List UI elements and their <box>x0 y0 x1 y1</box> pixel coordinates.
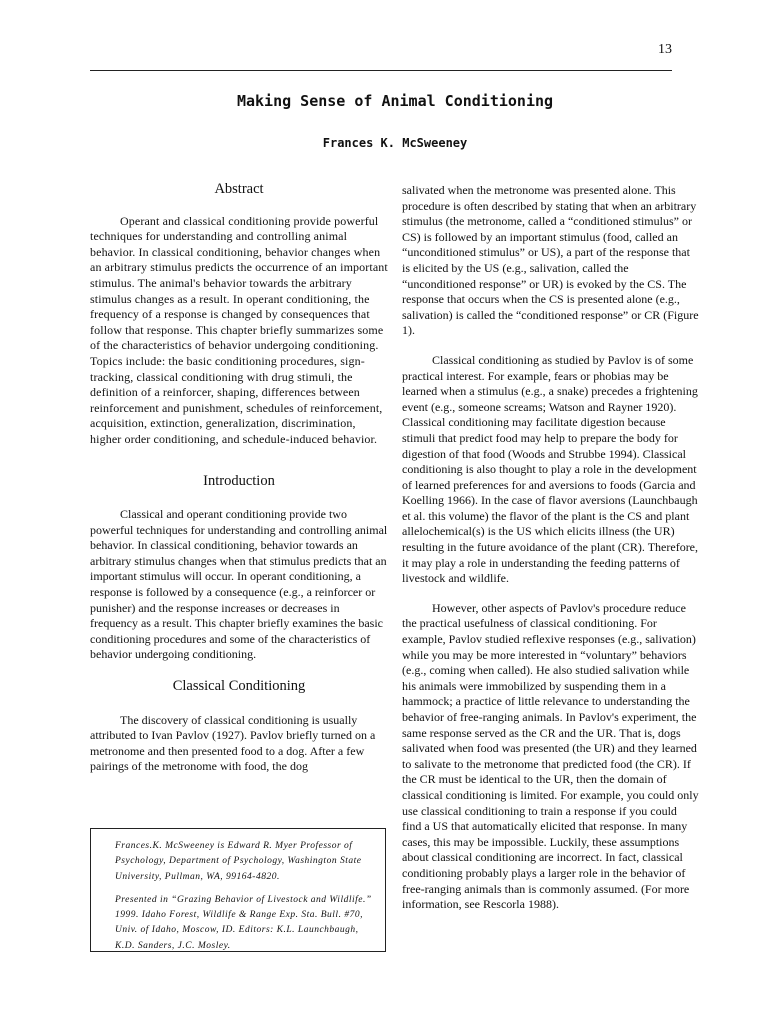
author-name: Frances K. McSweeney <box>322 136 468 150</box>
right-paragraph-1: salivated when the metronome was presented alone. This procedure is often described by stating that when an arbitrary stimulus (the metronome, called a “conditioned stimulus” or CS) is followed by an important stimulus (food, called an “unconditioned stimulus” or US), a part of the response that is elicited by the US (e.g., salivation, called the “unconditioned response” or UR) is evoked by the CS. The response that occurs when the CS is presented alone (e.g., salivation) is called the “conditioned response” or CR (Figure 1). <box>402 183 699 338</box>
introduction-text: Classical and operant conditioning provide two powerful techniques for understanding and controlling animal behavior. In classical conditioning, behavior towards an arbitrary stimulus changes when that stimulus predicts that an important stimulus will occur. In operant conditioning, a response is followed by a consequence (e.g., a reinforcer or punisher) and the response increases or decreases in frequency as a result. This chapter briefly examines the basic conditioning procedures and some of the characteristics of behavior undergoing conditioning. <box>90 507 388 662</box>
right-column <box>402 183 699 913</box>
classical-conditioning-heading: Classical Conditioning <box>172 678 306 695</box>
classical-conditioning-text: The discovery of classical conditioning is usually attributed to Ivan Pavlov (1927). Pavlov briefly turned on a metronome and then presented food to a dog. After a few pairings of the metronome with food, the dog <box>90 712 376 774</box>
abstract-heading: Abstract <box>214 181 264 197</box>
footnote-affiliation: Frances.K. McSweeney is Edward R. Myer Professor of Psychology, Department of Psychology, Washington State University, Pullman, WA, 99164-4820. <box>115 841 362 882</box>
introduction-heading: Introduction <box>203 472 275 489</box>
right-paragraph-3: However, other aspects of Pavlov's procedure reduce the practical usefulness of classical conditioning. For example, Pavlov studied reflexive responses (e.g., salivation) while you may be more interested in “voluntary” behaviors (e.g., coming when called). He also studied salivation while his animals were immobilized by suspending them in a hammock; a practice of little relevance to understanding the behavior of free-ranging animals. In Pavlov's experiment, the same response served as the CR and the UR. That is, dogs salivated when food was presented (the UR) and they learned to salivate to the metronome that predicted food (the CR). If the CR must be identical to the UR, then the domain of classical conditioning is limited. For example, you could only use classical conditioning to train a response if you could find a US that automatically elicited that response. In many cases, this may be impossible. Luckily, these assumptions about classical conditioning are incorrect. In fact, classical conditioning probably plays a larger role in the behavior of free-ranging animals than is commonly assumed. (For more information, see Rescorla 1988). <box>402 600 699 912</box>
paper-title: Making Sense of Animal Conditioning <box>236 92 554 110</box>
page-number: 13 <box>658 42 672 57</box>
left-column <box>90 180 388 775</box>
footnote-presented: Presented in “Grazing Behavior of Livestock and Wildlife.” 1999. Idaho Forest, Wildlife & Range Exp. Sta. Bull. #70, Univ. of Idaho, Moscow, ID. Editors: K.L. Launchbaugh, K.D. Sanders, J.C. Mosley. <box>115 894 372 951</box>
author-footnote <box>90 828 386 952</box>
right-paragraph-2: Classical conditioning as studied by Pavlov is of some practical interest. For example, fears or phobias may be learned when a stimulus (e.g., a snake) precedes a frightening event (e.g., someone screams; Watson and Rayner 1920). Classical conditioning may facilitate digestion because stimuli that predict food may help to prepare the body for digestion of that food (Woods and Strubbe 1994). Classical conditioning is also thought to play a role in the development of learned preferences for and aversions to foods (Garcia and Koelling 1966). In the case of flavor aversions (Launchbaugh et al. this volume) the flavor of the plant is the CS and plant allelochemical(s) is the US which elicits illness (the UR) resulting in the future avoidance of the plant (CR). Therefore, it may play a role in understanding the feeding patterns of livestock and wildlife. <box>402 352 699 586</box>
abstract-text: Operant and classical conditioning provide powerful techniques for understanding and controlling animal behavior. In classical conditioning, behavior changes when an arbitrary stimulus predicts the occurrence of an important stimulus. The animal's behavior towards the arbitrary stimulus changes as a result. In operant conditioning, the frequency of a response is changed by consequences that follow that response. This chapter briefly summarizes some of the characteristics of behavior undergoing conditioning. Topics include: the basic conditioning procedures, sign-tracking, classical conditioning with drug stimuli, the definition of a reinforcer, shaping, differences between reinforcement and punishment, schedules of reinforcement, acquisition, extinction, generalization, discrimination, higher order conditioning, and schedule-induced behavior. <box>90 213 388 446</box>
header-rule <box>90 70 672 71</box>
